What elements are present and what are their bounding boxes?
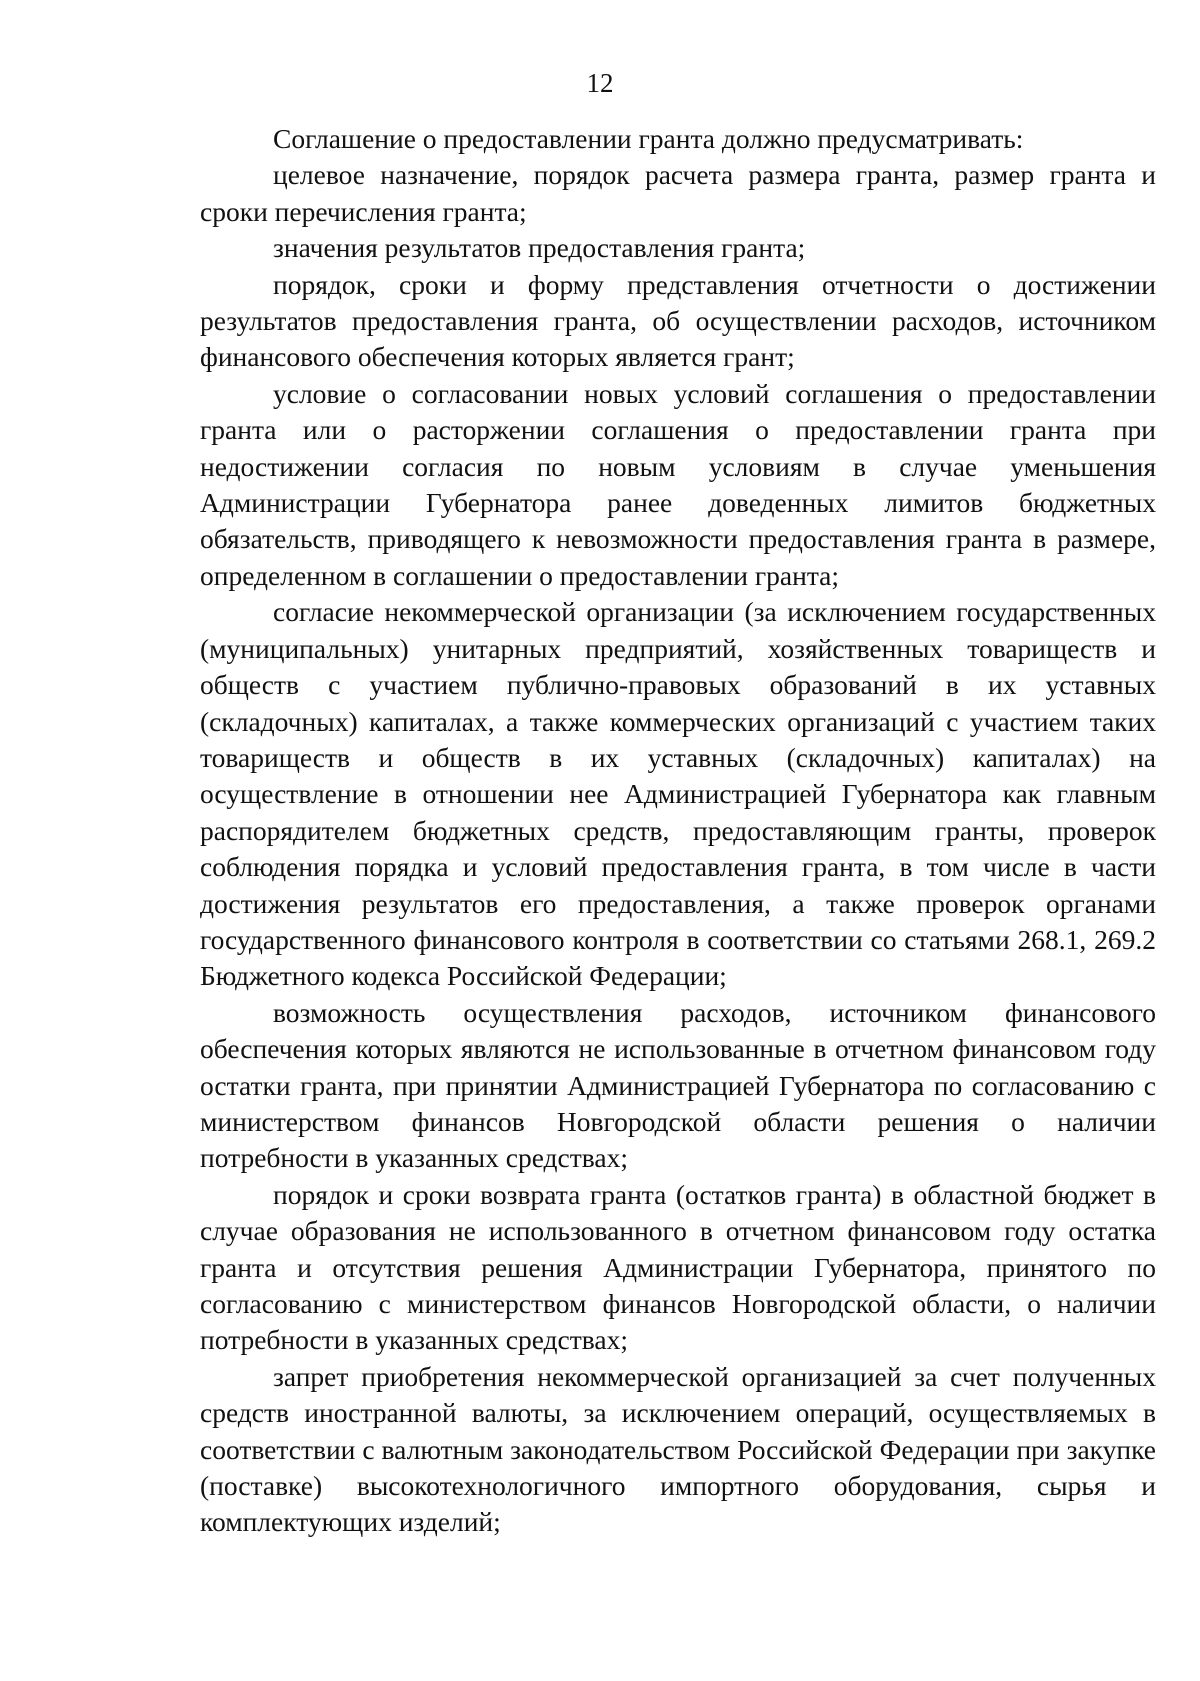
- paragraph-reporting: порядок, сроки и форму представления отчетности о достижении результатов предоставления гранта, об осуществлении расходов, источником финансового обеспечения которых является грант;: [200, 268, 1156, 373]
- paragraph-grant-return: порядок и сроки возврата гранта (остатков гранта) в областной бюджет в случае образования не использованного в отчетном финансовом году остатка гранта и отсутствия решения Администрации Губернатора, принятого по согласованию с министерством финансов Новгородской области, о наличии потребности в указанных средствах;: [200, 1178, 1156, 1356]
- paragraph-currency-ban: запрет приобретения некоммерческой организацией за счет полученных средств иностранной валюты, за исключением операций, осуществляемых в соответствии с валютным законодательством Российской Федерации при закупке (поставке) высокотехнологичного импортного оборудования, сырья и комплектующих изделий;: [200, 1360, 1156, 1538]
- paragraph-unused-balances: возможность осуществления расходов, источником финансового обеспечения которых являются не использованные в отчетном финансовом году остатки гранта, при принятии Администрацией Губернатора по согласованию с министерством финансов Новгородской области решения о наличии потребности в указанных средствах;: [200, 996, 1156, 1174]
- paragraph-results-values: значения результатов предоставления гранта;: [273, 232, 806, 264]
- paragraph-agreement-intro: Соглашение о предоставлении гранта должно предусматривать:: [273, 123, 1024, 154]
- document-body: [200, 121, 1156, 1541]
- paragraph-consent-inspections: согласие некоммерческой организации (за исключением государственных (муниципальных) унитарных предприятий, хозяйственных товариществ и обществ с участием публично-правовых образований в их уставных (складочных) капиталах, а также коммерческих организаций с участием таких товариществ и обществ в их уставных (складочных) капиталах) на осуществление в отношении нее Администрацией Губернатора как главным распорядителем бюджетных средств, предоставляющим гранты, проверок соблюдения порядка и условий предоставления гранта, в том числе в части достижения результатов его предоставления, а также проверок органами государственного финансового контроля в соответствии со статьями 268.1, 269.2 Бюджетного кодекса Российской Федерации;: [200, 596, 1156, 992]
- paragraph-purpose: целевое назначение, порядок расчета размера гранта, размер гранта и сроки перечисления гранта;: [200, 159, 1156, 227]
- page-number: 12: [586, 68, 614, 98]
- paragraph-new-conditions: условие о согласовании новых условий соглашения о предоставлении гранта или о расторжении соглашения о предоставлении гранта при недостижении согласия по новым условиям в случае уменьшения Администрации Губернатора ранее доведенных лимитов бюджетных обязательств, приводящего к невозможности предоставления гранта в размере, определенном в соглашении о предоставлении гранта;: [200, 377, 1156, 591]
